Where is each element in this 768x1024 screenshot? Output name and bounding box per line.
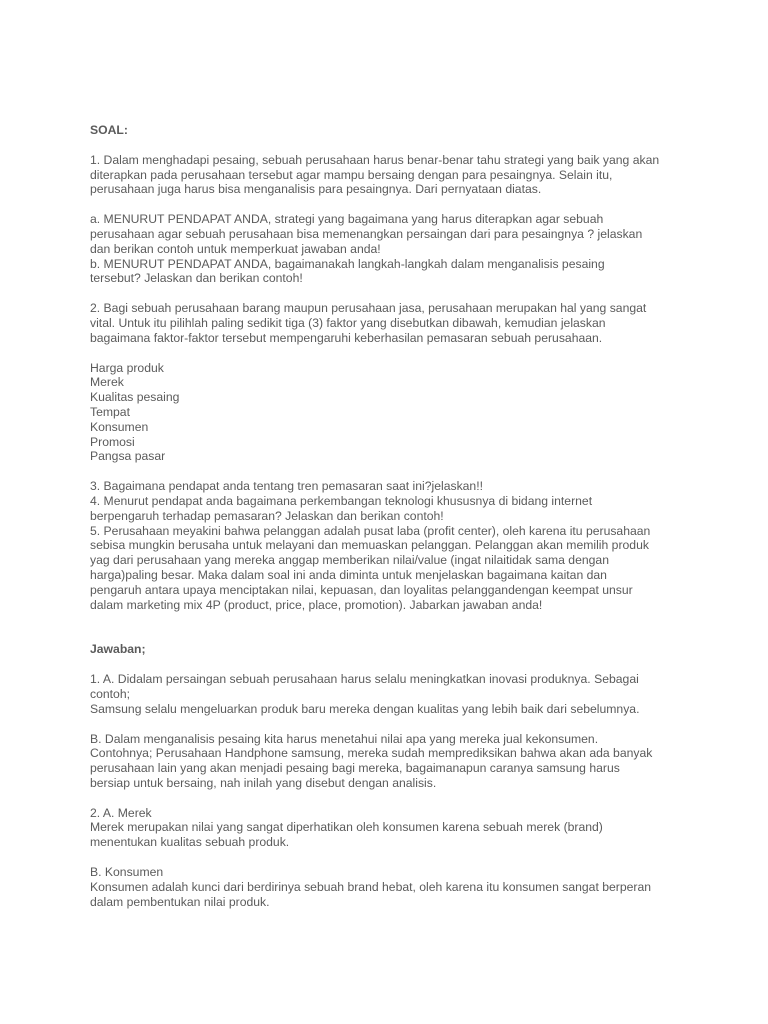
text-line: menentukan kualitas sebuah produk.: [90, 835, 290, 850]
text-line: 1. Dalam menghadapi pesaing, sebuah perusahaan harus benar-benar tahu strategi yang baik yang akan: [90, 152, 660, 167]
text-line: 3. Bagaimana pendapat anda tentang tren pemasaran saat ini?jelaskan!!: [90, 479, 483, 494]
text-line: perusahaan juga harus bisa menganalisis para pesaingnya. Dari pernyataan diatas.: [90, 182, 542, 197]
text-line: contoh;: [90, 686, 130, 701]
text-line: Konsumen adalah kunci dari berdirinya sebuah brand hebat, oleh karena itu konsumen sangat berperan: [90, 879, 651, 894]
text-line: 2. A. Merek: [90, 805, 152, 820]
text-line: Samsung selalu mengeluarkan produk baru mereka dengan kualitas yang lebih baik dari sebelumnya.: [90, 701, 640, 716]
text-line: berpengaruh terhadap pemasaran? Jelaskan dan berikan contoh!: [90, 508, 444, 523]
list-item: Kualitas pesaing: [90, 390, 180, 405]
text-line: a. MENURUT PENDAPAT ANDA, strategi yang bagaimana yang harus diterapkan agar sebuah: [90, 212, 604, 227]
text-line: diterapkan pada perusahaan tersebut agar mampu bersaing dengan para pesaingnya. Selain itu,: [90, 167, 613, 182]
text-line: dan berikan contoh untuk memperkuat jawaban anda!: [90, 241, 381, 256]
text-line: 1. A. Didalam persaingan sebuah perusahaan harus selalu meningkatkan inovasi produknya. Sebagai: [90, 672, 639, 687]
text-line: B. Konsumen: [90, 865, 164, 880]
text-line: Merek merupakan nilai yang sangat diperhatikan oleh konsumen karena sebuah merek (brand): [90, 820, 603, 835]
soal-heading: SOAL:: [90, 123, 128, 137]
questions-3-5: [90, 479, 708, 612]
text-line: b. MENURUT PENDAPAT ANDA, bagaimanakah langkah-langkah dalam menganalisis pesaing: [90, 256, 605, 271]
answer-2b: [90, 865, 708, 909]
text-line: 2. Bagi sebuah perusahaan barang maupun perusahaan jasa, perusahaan merupakan hal yang sangat: [90, 301, 647, 316]
text-line: sebisa mungkin berusaha untuk melayani dan memuaskan pelanggan. Pelanggan akan memilih produk: [90, 538, 649, 553]
list-item: Promosi: [90, 434, 135, 449]
question-2: [90, 301, 708, 345]
text-line: dalam pembentukan nilai produk.: [90, 894, 270, 909]
list-item: Konsumen: [90, 419, 149, 434]
question-1-parts: [90, 212, 708, 286]
text-line: B. Dalam menganalisis pesaing kita harus menetahui nilai apa yang mereka jual kekonsumen.: [90, 731, 599, 746]
text-line: bersiap untuk bersaing, nah inilah yang disebut dengan analisis.: [90, 775, 437, 790]
text-line: Contohnya; Perusahaan Handphone samsung, mereka sudah memprediksikan bahwa akan ada banyak: [90, 746, 653, 761]
text-line: perusahaan agar sebuah perusahaan bisa memenangkan persaingan dari para pesaingnya ? jelaskan: [90, 226, 643, 241]
text-line: 4. Menurut pendapat anda bagaimana perkembangan teknologi khususnya di bidang internet: [90, 493, 593, 508]
text-line: pengaruh antara upaya menciptakan nilai, kepuasan, dan loyalitas pelanggandengan keempat unsur: [90, 582, 633, 597]
jawaban-heading: Jawaban;: [90, 642, 146, 657]
question-1: [90, 153, 708, 197]
text-line: tersebut? Jelaskan dan berikan contoh!: [90, 271, 303, 286]
list-item: Pangsa pasar: [90, 449, 166, 464]
answer-1a: [90, 672, 708, 716]
answer-1b: [90, 732, 708, 791]
text-line: harga)paling besar. Maka dalam soal ini anda diminta untuk menjelaskan bagaimana kaitan dan: [90, 567, 607, 582]
text-line: perusahaan lain yang akan menjadi pesaing bagi mereka, bagaimanapun caranya samsung harus: [90, 761, 620, 776]
text-line: 5. Perusahaan meyakini bahwa pelanggan adalah pusat laba (profit center), oleh karena itu perusahaan: [90, 523, 651, 538]
list-item: Harga produk: [90, 360, 164, 375]
factor-list: [90, 361, 708, 465]
text-line: yag dari perusahaan yang mereka anggap memberikan nilai/value (ingat nilaitidak sama dengan: [90, 553, 609, 568]
list-item: Tempat: [90, 404, 130, 419]
text-line: bagaimana faktor-faktor tersebut mempengaruhi keberhasilan pemasaran sebuah perusahaan.: [90, 330, 603, 345]
text-line: dalam marketing mix 4P (product, price, place, promotion). Jabarkan jawaban anda!: [90, 597, 543, 612]
answer-2a: [90, 806, 708, 850]
list-item: Merek: [90, 375, 124, 390]
text-line: vital. Untuk itu pilihlah paling sedikit tiga (3) faktor yang disebutkan dibawah, kemudian jelaskan: [90, 315, 606, 330]
